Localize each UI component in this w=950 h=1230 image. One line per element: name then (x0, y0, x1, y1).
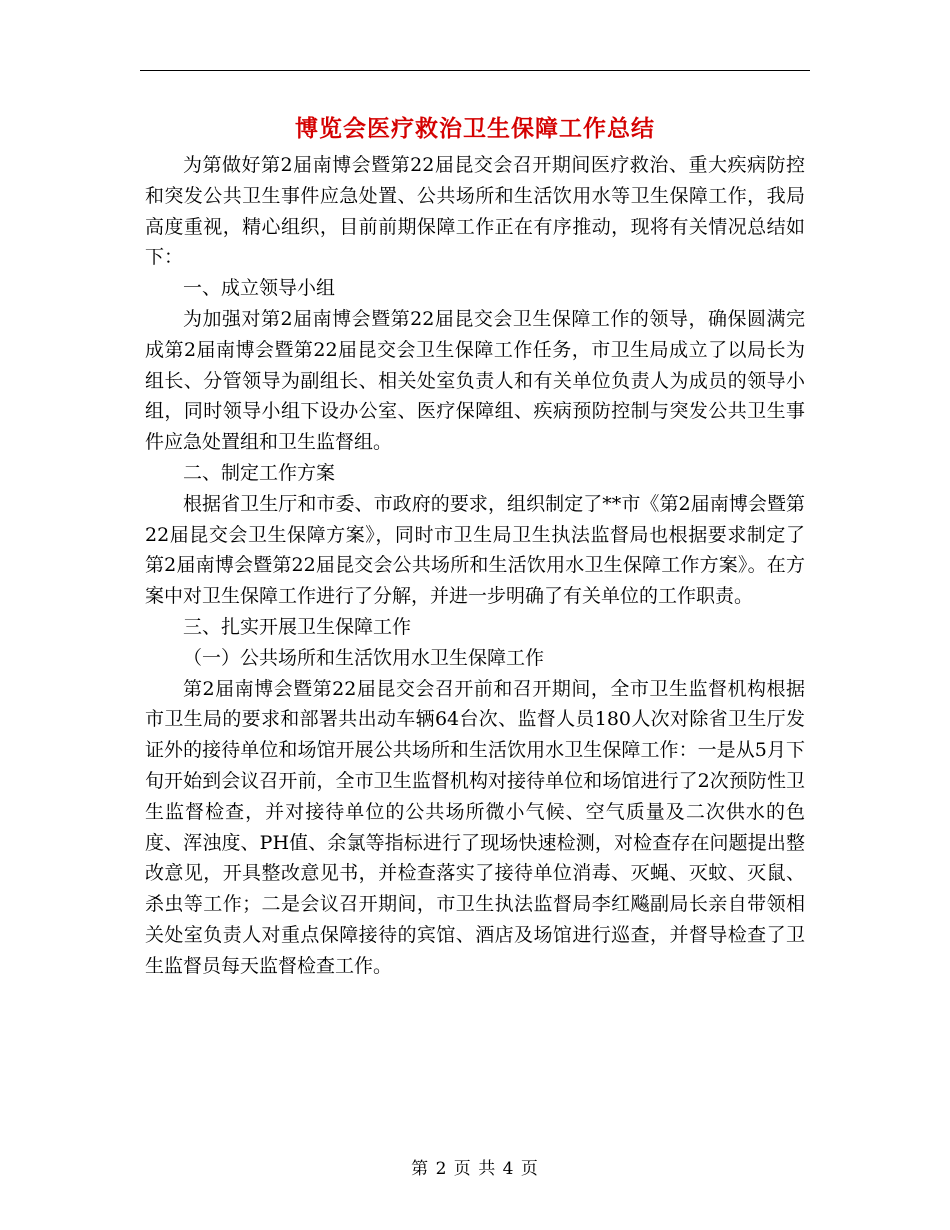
heading-section-1: 一、成立领导小组 (183, 277, 336, 300)
paragraph-intro: 为第做好第2届南博会暨第22届昆交会召开期间医疗救治、重大疾病防控和突发公共卫生事件应急处置、公共场所和生活饮用水等卫生保障工作，我局高度重视，精心组织，目前前期保障工作正在有序推动，现将有关情况总结如下： (145, 154, 805, 269)
paragraph-section-1: 为加强对第2届南博会暨第22届昆交会卫生保障工作的领导，确保圆满完成第2届南博会暨第22届昆交会卫生保障工作任务，市卫生局成立了以局长为组长、分管领导为副组长、相关处室负责人和有关单位负责人为成员的领导小组，同时领导小组下设办公室、医疗保障组、疾病预防控制与突发公共卫生事件应急处置组和卫生监督组。 (145, 307, 805, 454)
paragraph-subsection-1: 第2届南博会暨第22届昆交会召开前和召开期间，全市卫生监督机构根据市卫生局的要求和部署共出动车辆64台次、监督人员180人次对除省卫生厅发证外的接待单位和场馆开展公共场所和生活饮用水卫生保障工作：一是从5月下旬开始到会议召开前，全市卫生监督机构对接待单位和场馆进行了2次预防性卫生监督检查，并对接待单位的公共场所微小气候、空气质量及二次供水的色度、浑浊度、PH值、余氯等指标进行了现场快速检测，对检查存在问题提出整改意见，开具整改意见书，并检查落实了接待单位消毒、灭蝇、灭蚊、灭鼠、杀虫等工作；二是会议召开期间，市卫生执法监督局李红飚副局长亲自带领相关处室负责人对重点保障接待的宾馆、酒店及场馆进行巡查，并督导检查了卫生监督员每天监督检查工作。 (145, 677, 805, 977)
paragraph-section-2: 根据省卫生厅和市委、市政府的要求，组织制定了**市《第2届南博会暨第22届昆交会卫生保障方案》，同时市卫生局卫生执法监督局也根据要求制定了第2届南博会暨第22届昆交会公共场所和生活饮用水卫生保障工作方案》。在方案中对卫生保障工作进行了分解，并进一步明确了有关单位的工作职责。 (145, 492, 805, 608)
document-title: 博览会医疗救治卫生保障工作总结 (295, 115, 655, 142)
heading-section-2: 二、制定工作方案 (183, 461, 336, 484)
heading-subsection-1: （一）公共场所和生活饮用水卫生保障工作 (183, 646, 545, 669)
heading-section-3: 三、扎实开展卫生保障工作 (183, 615, 412, 638)
page-number: 第 2 页 共 4 页 (411, 1159, 539, 1179)
header-rule (140, 70, 810, 71)
document-body (145, 150, 805, 982)
